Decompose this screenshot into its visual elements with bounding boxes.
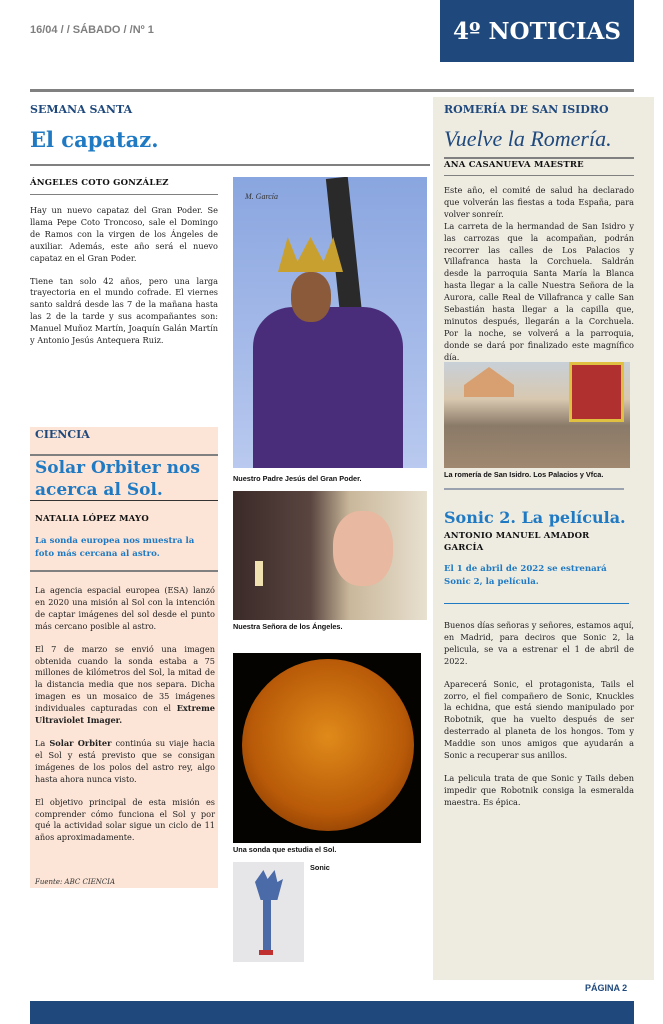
divider (30, 194, 218, 195)
sun-photo (233, 653, 421, 843)
paragraph: La agencia espacial europea (ESA) lanzó en 2020 una misión al Sol con la intención de captar imágenes del sol desde el punto más cercano posible al astro. (35, 585, 215, 631)
bold-text: Extreme Ultraviolet Imager. (35, 703, 215, 726)
article-author: ANA CASANUEVA MAESTRE (444, 160, 584, 170)
section-kicker: CIENCIA (35, 428, 90, 441)
article-title: Solar Orbiter nos acerca al Sol. (35, 458, 200, 500)
text: continúa su viaje hacia el Sol y está previsto que se consigan imágenes de los polos del astro rey, algo hasta ahora nunca visto. (35, 737, 215, 784)
photo-signature: M. García (245, 192, 279, 201)
section-kicker: SEMANA SANTA (30, 103, 133, 116)
divider (30, 454, 218, 456)
text: El 7 de marzo se envió una imagen obtenida cuando la sonda estaba a 75 millones de kilómetros del Sol, la mitad de la distancia media que nos separa. Dicha imagen es un mosaico de 35 imágenes individuales capturadas con el (35, 643, 215, 714)
article-title: El capataz. (30, 127, 159, 152)
article-title: Sonic 2. La película. (444, 508, 626, 527)
photo-caption: La romería de San Isidro. Los Palacios y Vfca. (444, 470, 604, 479)
bold-text: Solar Orbiter (49, 737, 112, 748)
paragraph (35, 738, 215, 786)
article-body (35, 585, 215, 855)
divider (444, 603, 629, 604)
divider (30, 89, 634, 92)
paragraph: La carreta de la hermandad de San Isidro y las carrozas que la acompañan, podrán recorrer las calles de Los Palacios y Villafranca hasta la Corchuela. Saldrán desde la parroquia Santa María la Blanca hasta llegar a la calle Nuestra Señora de la Aurora, calle Real de Villafranca y calle San Sebastián hasta llegar a la capilla que, minutos después, llegarán a la Corchuela. Por la noche, se volverá a la parroquia, donde se dará por finalizado este magnífico día. (444, 220, 634, 362)
gran-poder-photo (233, 177, 427, 468)
article-subtitle: La sonda europea nos muestra la foto más cercana al astro. (35, 536, 195, 559)
issue-date: 16/04 / / SÁBADO / /Nº 1 (30, 24, 154, 36)
photo-caption: Nuestro Padre Jesús del Gran Poder. (233, 474, 362, 483)
divider (30, 570, 218, 572)
article-author: NATALIA LÓPEZ MAYO (35, 514, 149, 524)
divider (444, 488, 624, 490)
paragraph (35, 644, 215, 727)
paragraph: Aparecerá Sonic, el protagonista, Tails el zorro, el fiel compañero de Sonic, Knuckles la echidna, que está siendo manipulado por Robotnik, que ha vuelto después de ser desterrado al planeta de los hongos. Tom y Maddie son unos amigos que ayudarán a Sonic a recuperar sus anillos. (444, 678, 634, 761)
paragraph: Tiene tan solo 42 años, pero una larga trayectoria en el mundo cofrade. El viernes santo saldrá desde las 7 de la mañana hasta las 2 de la tarde y sus acompañantes son: Manuel Muñoz Martín, Joaquín Galán Martín y Antonio Jesús Antequera Ruiz. (30, 275, 218, 346)
masthead: 4º NOTICIAS (440, 0, 634, 62)
source-credit: Fuente: ABC CIENCIA (35, 878, 115, 886)
romeria-photo (444, 362, 630, 468)
article-author: ÁNGELES COTO GONZÁLEZ (30, 178, 169, 188)
article-body (444, 620, 634, 820)
article-author: ANTONIO MANUEL AMADOR GARCÍA (444, 531, 590, 553)
photo-caption: Sonic (310, 863, 330, 872)
paragraph: El objetivo principal de esta misión es comprender cómo funciona el Sol y por qué la actividad solar sigue un ciclo de 11 años aproximadamente. (35, 796, 215, 843)
divider (30, 500, 218, 501)
paragraph: Este año, el comité de salud ha declarado que volverán las fiestas a toda España, para volver sonreír. (444, 185, 634, 219)
footer-bar (30, 1001, 634, 1024)
article-body (444, 185, 634, 364)
photo-caption: Nuestra Señora de los Ángeles. (233, 622, 343, 631)
photo-caption: Una sonda que estudia el Sol. (233, 845, 337, 854)
paragraph: Hay un nuevo capataz del Gran Poder. Se llama Pepe Coto Troncoso, sale el Domingo de Ramos con la virgen de los Ángeles de auxiliar. Además, este año será el nuevo capataz en el Gran Poder. (30, 205, 218, 263)
divider (444, 175, 634, 176)
text: La (35, 737, 50, 748)
divider (444, 157, 634, 159)
divider (30, 164, 430, 166)
paragraph: Buenos días señoras y señores, estamos aquí, en Madrid, para deciros que Sonic 2, la pelicula, se va a estrenar el 1 de abril de 2022. (444, 620, 634, 666)
paragraph: La pelicula trata de que Sonic y Tails deben impedir que Robotnik consiga la esmeralda maestra. Es épica. (444, 772, 634, 807)
angeles-photo (233, 491, 427, 620)
section-kicker: ROMERÍA DE SAN ISIDRO (444, 103, 609, 116)
article-subtitle: El 1 de abril de 2022 se estrenará Sonic 2, la película. (444, 564, 607, 587)
article-title: Vuelve la Romería. (444, 126, 612, 151)
article-body (30, 205, 218, 358)
sonic-drawing (233, 862, 304, 962)
page-number: PÁGINA 2 (585, 983, 628, 993)
